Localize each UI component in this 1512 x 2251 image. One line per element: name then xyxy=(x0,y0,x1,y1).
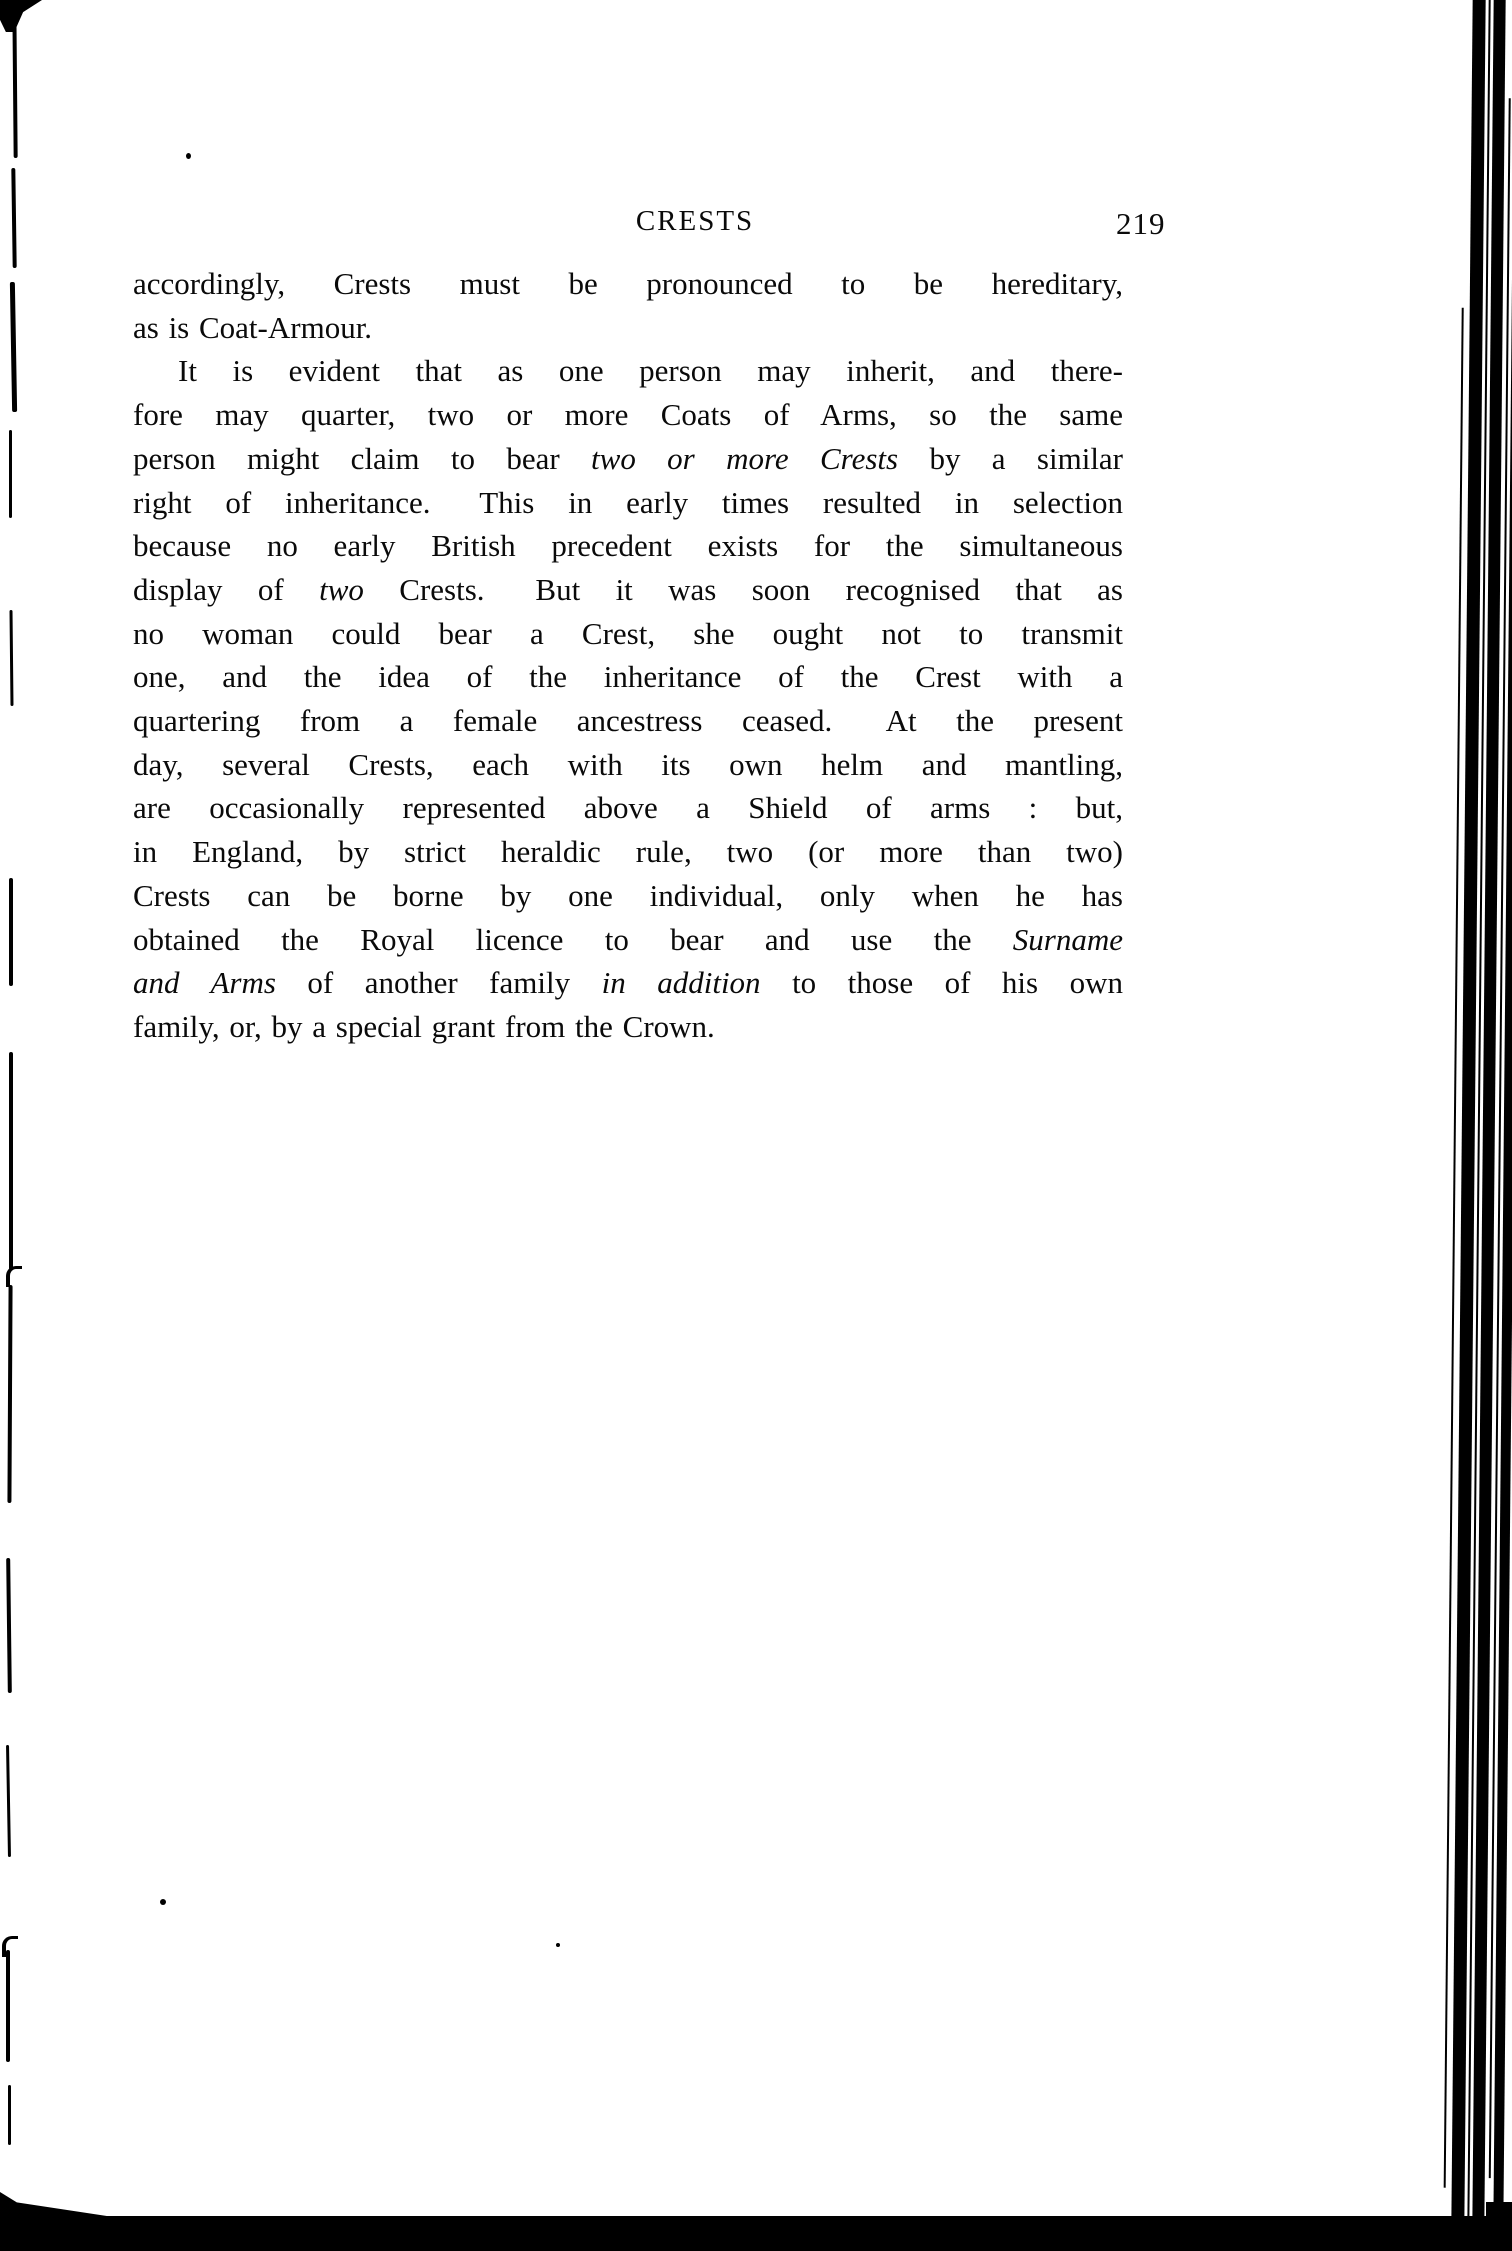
text-line xyxy=(133,830,1123,874)
italic-text-run: two xyxy=(319,571,364,607)
text-line xyxy=(133,568,1123,612)
text-run: day, several Crests, each with its own helm and mantling, xyxy=(133,746,1123,782)
text-run: of another family xyxy=(275,965,602,1001)
text-run: to those of his own xyxy=(760,965,1123,1001)
text-run: no woman could bear a Crest, she ought not to transmit xyxy=(133,615,1123,651)
text-line xyxy=(133,786,1123,830)
text-line xyxy=(133,961,1123,1005)
scan-artifact-binding-lines xyxy=(1441,0,1512,2236)
text-run: by a similar xyxy=(898,440,1124,476)
italic-text-run: Surname xyxy=(1012,921,1123,957)
page-number: 219 xyxy=(1116,206,1166,241)
text-line xyxy=(133,393,1123,437)
scan-artifact-left-line xyxy=(9,430,12,518)
italic-text-run: in addition xyxy=(601,965,761,1001)
scan-artifact-speck xyxy=(556,1943,560,1947)
text-run: Crests can be borne by one individual, only when he has xyxy=(133,877,1123,913)
text-run: right of inheritance. This in early times resulted in selection xyxy=(133,484,1123,520)
text-run: person might claim to bear xyxy=(133,440,592,476)
running-head-title: CRESTS xyxy=(635,205,755,237)
text-run: It is evident that as one person may inherit, and there- xyxy=(178,353,1123,389)
text-run: are occasionally represented above a Shield of arms : but, xyxy=(133,790,1123,826)
text-run: family, or, by a special grant from the Crown. xyxy=(133,1008,715,1044)
text-line xyxy=(133,524,1123,568)
text-line xyxy=(133,1005,1123,1049)
scan-artifact-curl xyxy=(6,1266,22,1287)
scan-artifact-left-line xyxy=(6,1745,11,1857)
scan-artifact-left-line xyxy=(11,168,16,268)
italic-text-run: and Arms xyxy=(133,965,276,1001)
scan-artifact-left-line xyxy=(9,1052,13,1270)
text-line xyxy=(133,306,1123,350)
scan-artifact-corner-hook xyxy=(0,0,42,32)
scan-artifact-curl xyxy=(2,1936,18,1957)
text-run: in England, by strict heraldic rule, two (or more than two) xyxy=(133,834,1123,870)
text-run: fore may quarter, two or more Coats of Arms, so the same xyxy=(133,397,1123,433)
scan-artifact-speck xyxy=(186,153,191,159)
text-run: Crests. But it was soon recognised that as xyxy=(363,571,1123,607)
text-line xyxy=(133,612,1123,656)
text-run: accordingly, Crests must be pronounced to be hereditary, xyxy=(133,266,1123,301)
scan-artifact-left-line xyxy=(10,282,17,412)
text-run: as is Coat-Armour. xyxy=(133,309,373,345)
scan-artifact-left-line xyxy=(8,2085,11,2145)
text-run: because no early British precedent exists for the simultaneous xyxy=(133,528,1123,564)
text-line xyxy=(133,349,1123,393)
scan-artifact-left-line xyxy=(7,1285,12,1503)
scan-artifact-bottom-band xyxy=(0,2216,1512,2251)
text-line xyxy=(133,262,1123,306)
text-run: quartering from a female ancestress ceased. At the present xyxy=(133,703,1123,739)
scan-artifact-bottom-wedge xyxy=(0,2192,120,2218)
scan-artifact-left-line xyxy=(9,878,13,986)
text-line xyxy=(133,437,1123,481)
scan-artifact-left-line xyxy=(6,1558,12,1693)
italic-text-run: two or more Crests xyxy=(591,440,899,476)
text-run: one, and the idea of the inheritance of the Crest with a xyxy=(133,659,1123,695)
scan-artifact-speck xyxy=(160,1899,166,1905)
text-line xyxy=(133,699,1123,743)
text-line xyxy=(133,918,1123,962)
scan-artifact-left-line xyxy=(6,1950,10,2062)
scan-artifact-left-line xyxy=(9,610,13,706)
text-line xyxy=(133,743,1123,787)
text-line xyxy=(133,481,1123,525)
text-run: display of xyxy=(133,571,320,607)
page-text xyxy=(133,262,1123,1049)
text-line xyxy=(133,655,1123,699)
text-line xyxy=(133,874,1123,918)
scan-artifact-left-line xyxy=(12,6,17,158)
text-run: obtained the Royal licence to bear and use the xyxy=(133,921,1013,957)
